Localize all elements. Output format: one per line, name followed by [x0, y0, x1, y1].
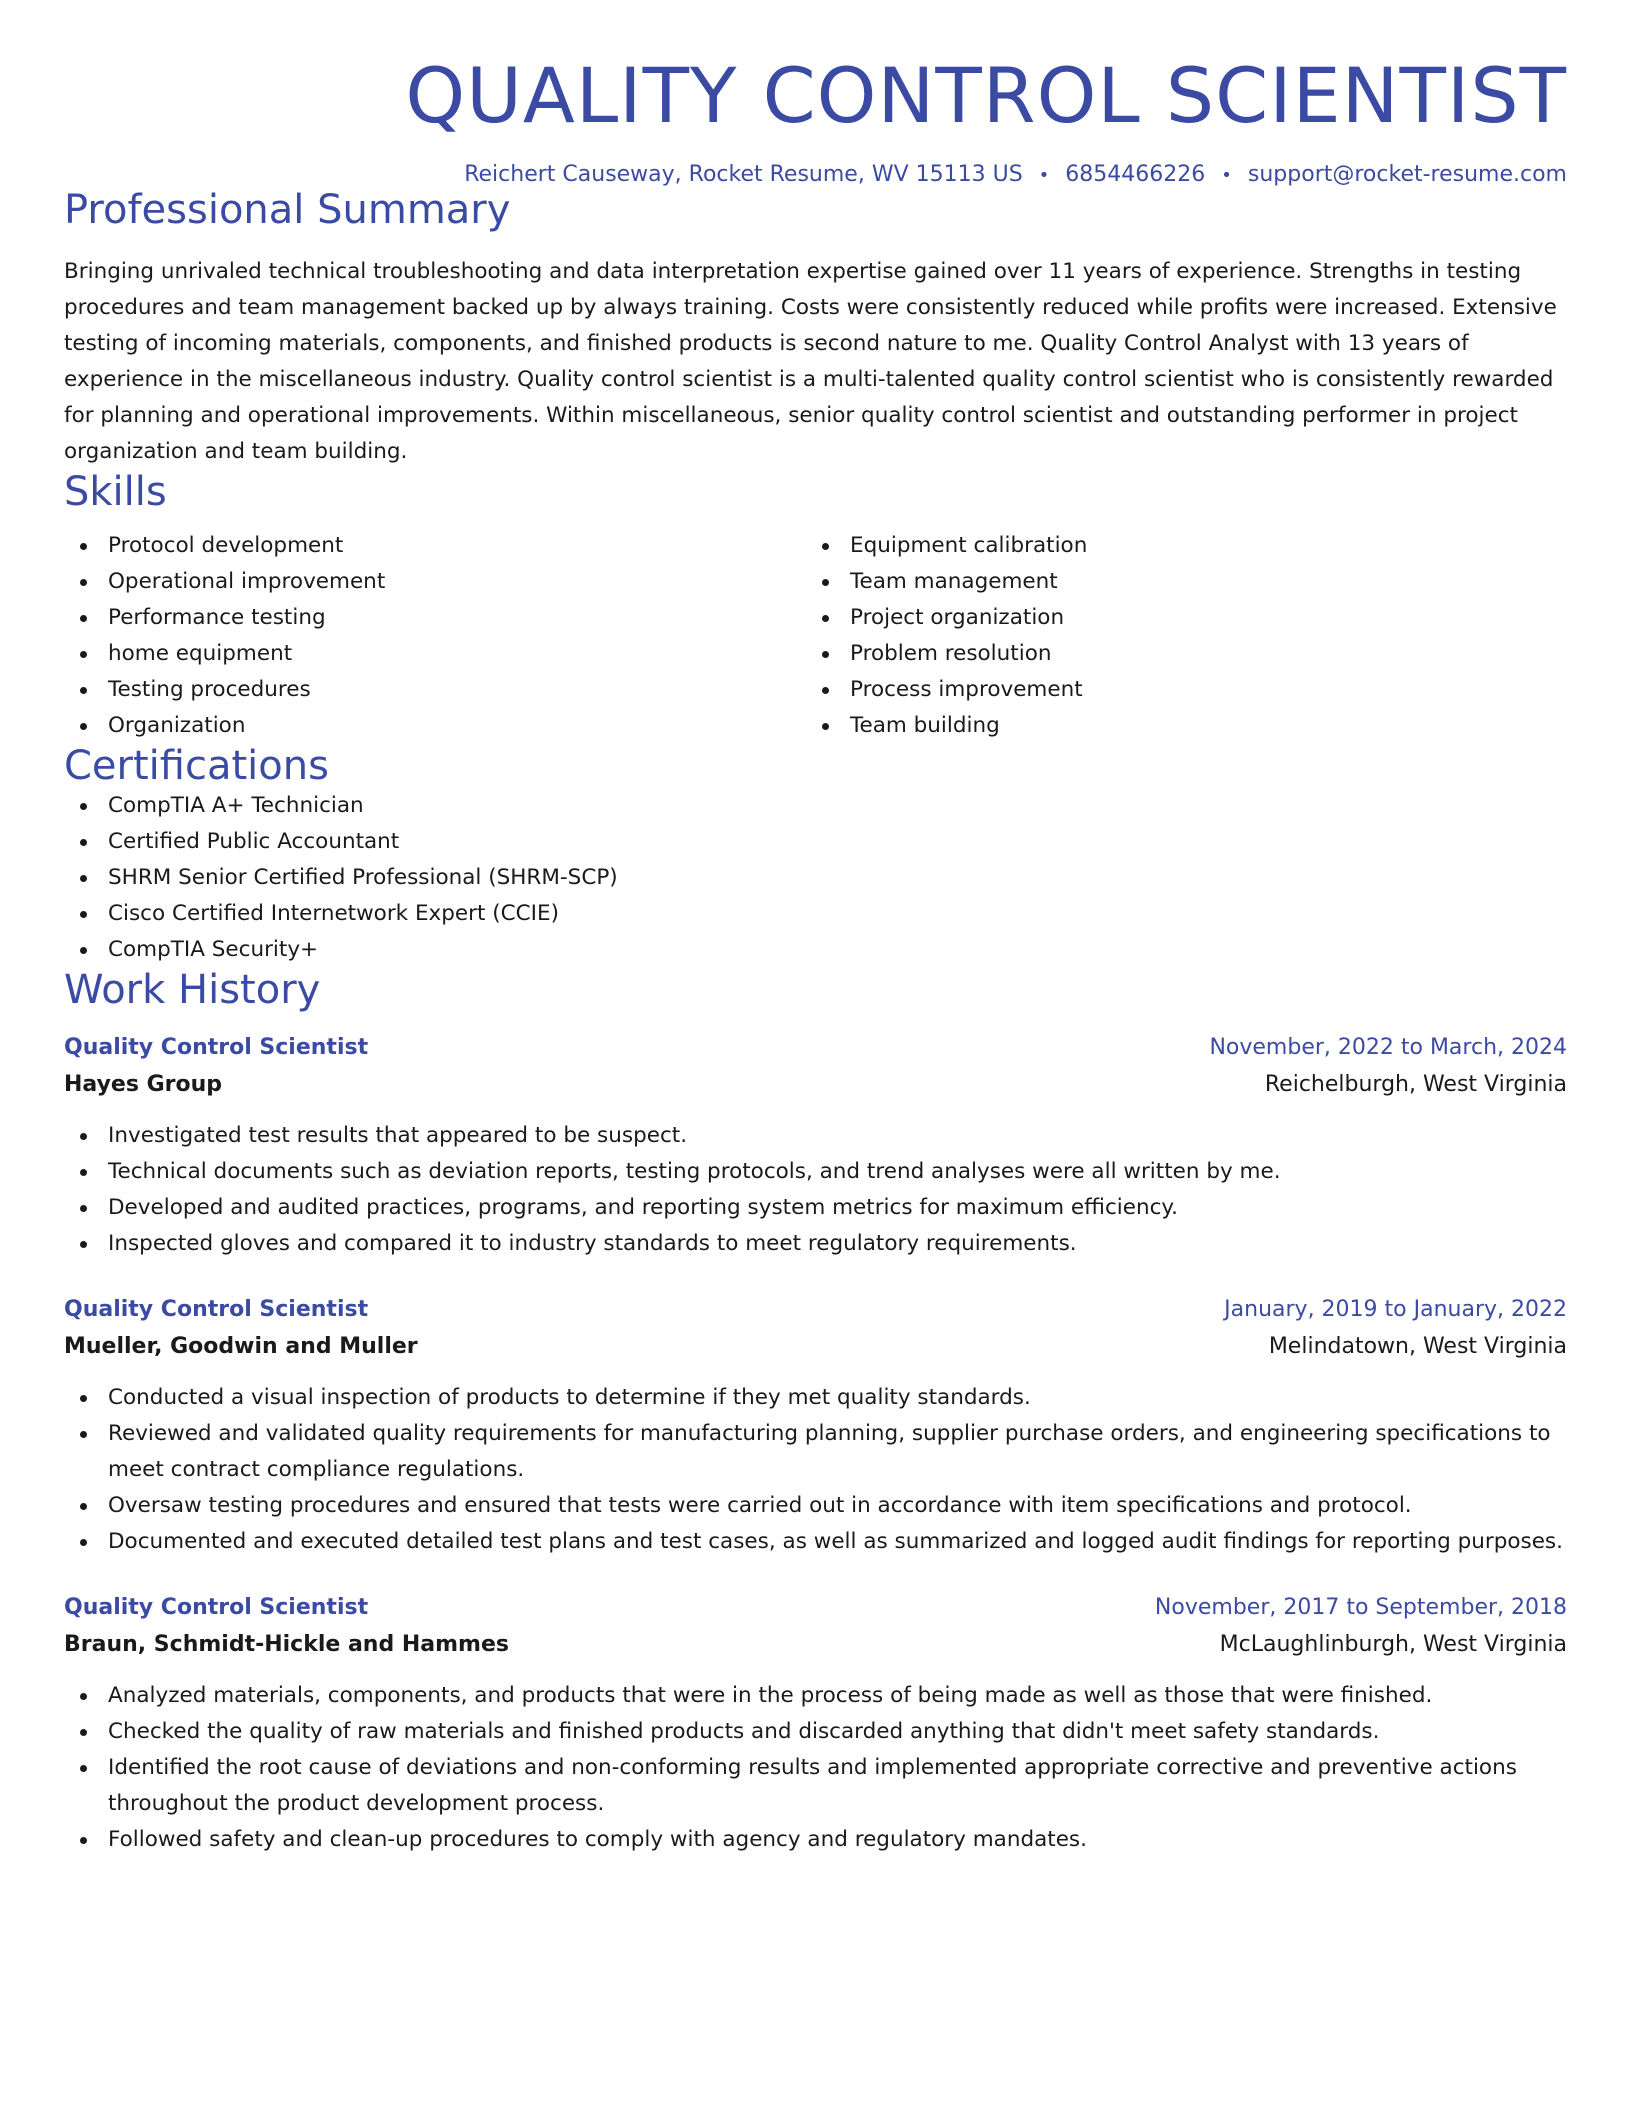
certification-item: CompTIA Security+	[64, 932, 1567, 968]
job-bullet: Developed and audited practices, programs, and reporting system metrics for maximum efficiency.	[64, 1190, 1567, 1226]
job-bullet: Technical documents such as deviation reports, testing protocols, and trend analyses were all written by me.	[64, 1154, 1567, 1190]
skill-item: Team building	[806, 708, 1548, 744]
job-header-row	[64, 1292, 1567, 1328]
job-dates: November, 2022 to March, 2024	[1209, 1035, 1567, 1061]
job-bullet: Investigated test results that appeared to be suspect.	[64, 1118, 1567, 1154]
work-history-heading: Work History	[64, 967, 321, 1014]
job-entry	[64, 1292, 1567, 1560]
skills-list-right	[806, 528, 1548, 744]
job-company: Mueller, Goodwin and Muller	[64, 1334, 418, 1360]
job-company-row	[64, 1626, 1567, 1664]
skill-item: Performance testing	[64, 600, 806, 636]
skill-item: Organization	[64, 708, 806, 744]
skill-item: Problem resolution	[806, 636, 1548, 672]
summary-heading: Professional Summary	[64, 187, 511, 234]
skill-item: Testing procedures	[64, 672, 806, 708]
contact-separator: •	[1221, 165, 1232, 186]
job-bullet: Reviewed and validated quality requirements for manufacturing planning, supplier purchase orders, and engineering specifications to meet contract compliance regulations.	[64, 1416, 1567, 1488]
job-bullet: Oversaw testing procedures and ensured that tests were carried out in accordance with item specifications and protocol.	[64, 1488, 1567, 1524]
summary-text: Bringing unrivaled technical troubleshooting and data interpretation expertise gained over 11 years of experience. Strengths in testing procedures and team management backed up by always training. Costs were consistently reduced while profits were increased. Extensive testing of incoming materials, components, and finished products is second nature to me. Quality Control Analyst with 13 years of experience in the miscellaneous industry. Quality control scientist is a multi-talented quality control scientist who is consistently rewarded for planning and operational improvements. Within miscellaneous, senior quality control scientist and outstanding performer in project organization and team building.	[64, 259, 1557, 465]
certification-item: SHRM Senior Certified Professional (SHRM-SCP)	[64, 860, 1567, 896]
job-bullet: Checked the quality of raw materials and finished products and discarded anything that didn't meet safety standards.	[64, 1714, 1567, 1750]
job-bullet-list	[64, 1118, 1567, 1262]
job-location: Reichelburgh, West Virginia	[1264, 1072, 1567, 1098]
job-bullet: Inspected gloves and compared it to industry standards to meet regulatory requirements.	[64, 1226, 1567, 1262]
contact-line	[64, 162, 1567, 188]
skill-item: home equipment	[64, 636, 806, 672]
skill-item: Equipment calibration	[806, 528, 1548, 564]
job-company: Hayes Group	[64, 1072, 223, 1098]
job-company-row	[64, 1328, 1567, 1366]
job-entry	[64, 1030, 1567, 1262]
contact-address: Reichert Causeway, Rocket Resume, WV 15113 US	[464, 162, 1023, 187]
job-bullet: Analyzed materials, components, and products that were in the process of being made as well as those that were finished.	[64, 1678, 1567, 1714]
job-header-row	[64, 1030, 1567, 1066]
job-title: Quality Control Scientist	[64, 1297, 369, 1323]
contact-phone: 6854466226	[1065, 162, 1206, 187]
job-bullet: Identified the root cause of deviations and non-conforming results and implemented appropriate corrective and preventive actions throughout the product development process.	[64, 1750, 1567, 1822]
skills-grid	[64, 528, 1567, 744]
skill-item: Process improvement	[806, 672, 1548, 708]
skill-item: Operational improvement	[64, 564, 806, 600]
job-location: McLaughlinburgh, West Virginia	[1219, 1632, 1567, 1658]
job-title: Quality Control Scientist	[64, 1035, 369, 1061]
skill-item: Team management	[806, 564, 1548, 600]
skills-list-left	[64, 528, 806, 744]
skills-heading: Skills	[64, 469, 167, 516]
job-bullet-list	[64, 1678, 1567, 1858]
job-company-row	[64, 1066, 1567, 1104]
skills-column-right	[806, 528, 1548, 744]
certifications-list	[64, 788, 1567, 968]
skills-column-left	[64, 528, 806, 744]
job-dates: November, 2017 to September, 2018	[1154, 1595, 1567, 1621]
job-location: Melindatown, West Virginia	[1268, 1334, 1567, 1360]
certification-item: Cisco Certified Internetwork Expert (CCIE)	[64, 896, 1567, 932]
job-dates: January, 2019 to January, 2022	[1224, 1297, 1567, 1323]
contact-email: support@rocket-resume.com	[1247, 162, 1567, 187]
skill-item: Project organization	[806, 600, 1548, 636]
job-title: Quality Control Scientist	[64, 1595, 369, 1621]
certifications-heading: Certifications	[64, 743, 329, 790]
resume-name: QUALITY CONTROL SCIENTIST	[405, 51, 1567, 140]
job-entry	[64, 1590, 1567, 1858]
resume-page	[64, 50, 1567, 1858]
job-bullet: Followed safety and clean-up procedures to comply with agency and regulatory mandates.	[64, 1822, 1567, 1858]
job-header-row	[64, 1590, 1567, 1626]
job-bullet: Conducted a visual inspection of products to determine if they met quality standards.	[64, 1380, 1567, 1416]
contact-separator: •	[1038, 165, 1050, 186]
certification-item: CompTIA A+ Technician	[64, 788, 1567, 824]
job-bullet-list	[64, 1380, 1567, 1560]
skill-item: Protocol development	[64, 528, 806, 564]
certification-item: Certified Public Accountant	[64, 824, 1567, 860]
job-bullet: Documented and executed detailed test plans and test cases, as well as summarized and logged audit findings for reporting purposes.	[64, 1524, 1567, 1560]
job-company: Braun, Schmidt-Hickle and Hammes	[64, 1632, 509, 1658]
